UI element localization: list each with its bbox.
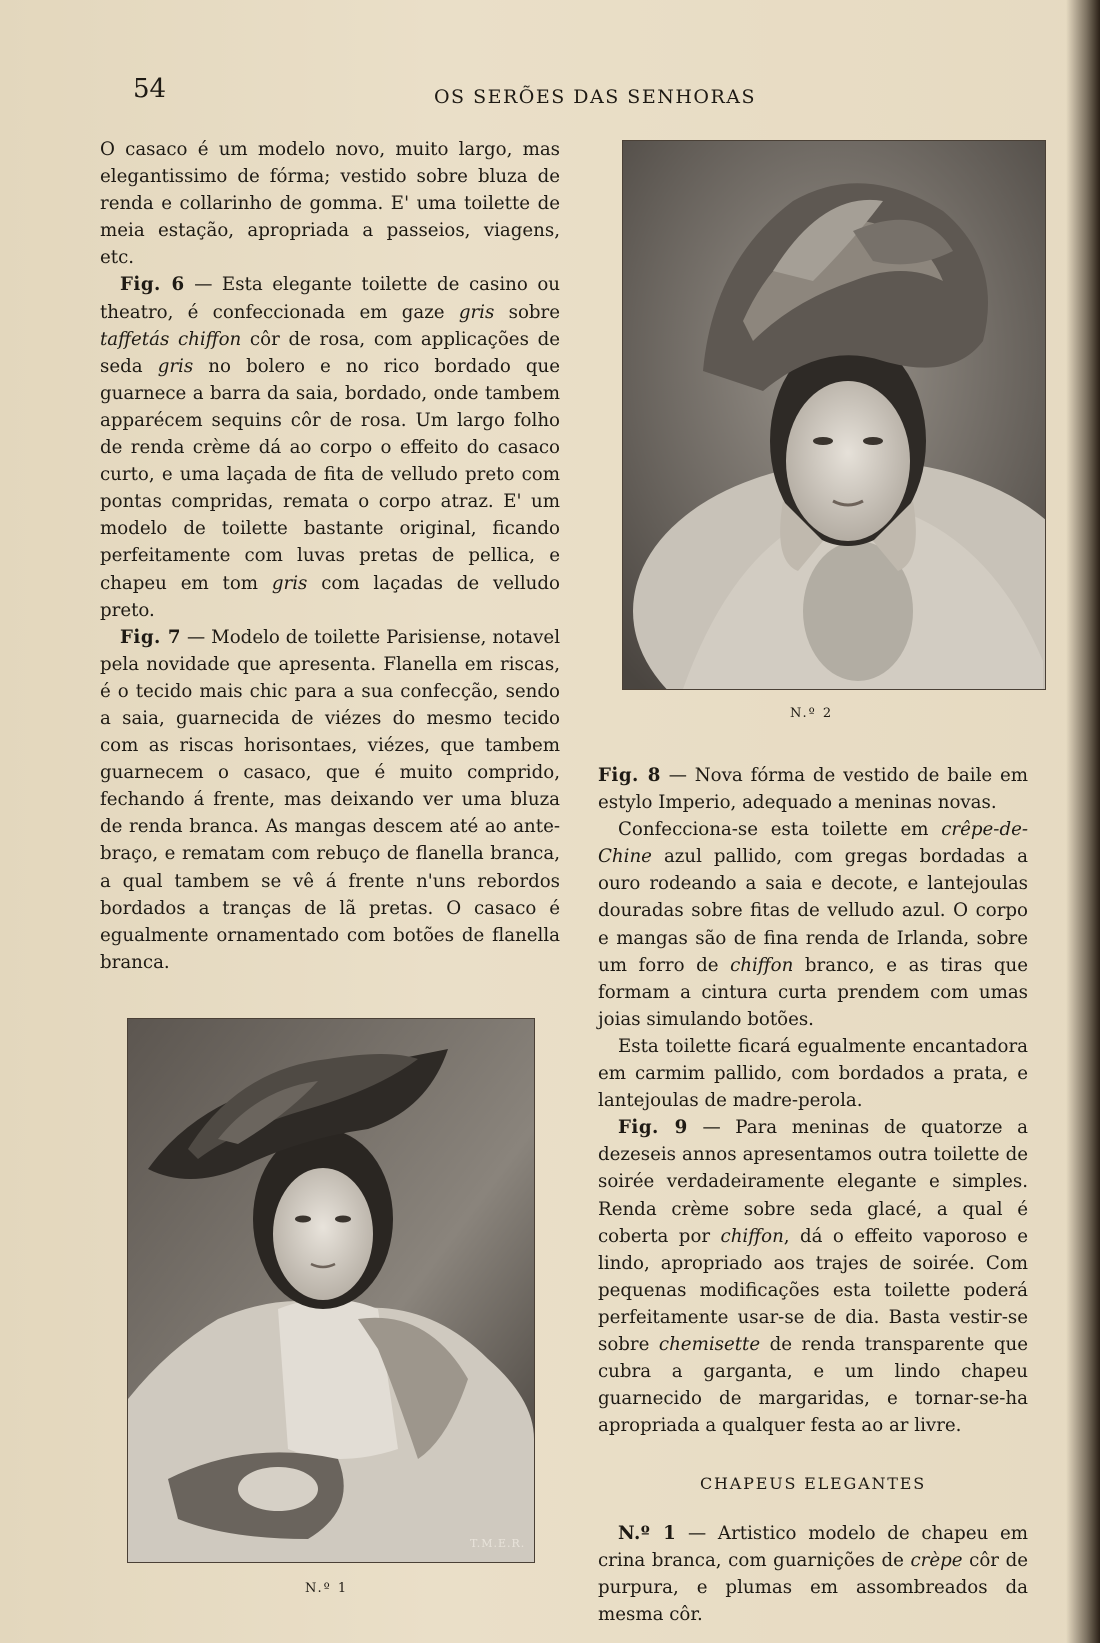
section-title: CHAPEUS ELEGANTES [700,1474,926,1493]
fig-8-label: Fig. 8 [598,765,661,786]
page-edge-shadow [1066,0,1100,1643]
fig-9-label: Fig. 9 [618,1117,688,1139]
paragraph-casaco: O casaco é um modelo novo, muito largo, mas elegantissimo de fórma; vestido sobre bluza de renda e collarinho de gomma. E' uma toilette de meia estação, apropriada a passeios, viagens, etc. [100,139,560,269]
paragraph-confecciona: Confecciona-se esta toilette em crêpe-de-Chine azul pallido, com gregas bordadas a ouro rodeando a saia e decote, e lantejoulas douradas sobre fitas de velludo azul. O corpo e mangas são de fina renda de Irlanda, sobre um forro de chiffon branco, e as tiras que formam a cintura curta prendem com umas joias simulando botões. [598,819,1028,1030]
photo-woman-feathered-hat [622,140,1046,690]
paragraph-carmim: Esta toilette ficará egualmente encantadora em carmim pallido, com bordados a prata, e lantejoulas de madre-perola. [598,1035,1028,1112]
paragraph-fig-6: Fig. 6 — Esta elegante toilette de casino ou theatro, é confeccionada em gaze gris sobre taffetás chiffon côr de rosa, com applicações de seda gris no bolero e no rico bordado que guarnece a barra da saia, bordado, onde tambem apparécem sequins côr de rosa. Um largo folho de renda crème dá ao corpo o effeito do casaco curto, e uma laçada de fita de velludo preto com pontas compridas, remata o corpo atraz. E' um modelo de toilette bastante original, ficando perfeitamente com luvas pretas de pellica, e chapeu em tom gris com laçadas de velludo preto. [100,274,561,621]
paragraph-fig-7: Fig. 7 — Modelo de toilette Parisiense, notavel pela novidade que apresenta. Flanella em riscas, é o tecido mais chic para a sua confecção, sendo a saia, guarnecida de viézes do mesmo tecido com as riscas horisontaes, viézes, que tambem guarnecem o casaco, que é muito comprido, fechando á frente, mas deixando ver uma bluza de renda branca. As mangas descem até ao ante-braço, e rematam com rebuço de flanella branca, a qual tambem se vê á frente n'uns rebordos bordados a tranças de lã pretas. O casaco é egualmente ornamentado com botões de flanella branca. [100,626,561,973]
page-number: 54 [133,74,167,104]
photo-2-caption: N.º 2 [790,706,834,721]
fig-6-label: Fig. 6 [120,274,185,296]
n1-label: N.º 1 [618,1523,677,1544]
paragraph-fig-8: Fig. 8 — Nova fórma de vestido de baile em estylo Imperio, adequado a meninas novas. [598,765,1029,814]
photo-1-signature: T.M.E.R. [470,1537,526,1550]
left-column [100,136,560,976]
fig-7-label: Fig. 7 [120,626,182,648]
photo-woman-wide-hat [127,1018,535,1563]
running-title: OS SERÕES DAS SENHORAS [433,86,757,108]
paragraph-n1: N.º 1 — Artistico modelo de chapeu em crina branca, com guarnições de crèpe côr de purpura, e plumas em assombreados da mesma côr. [598,1523,1028,1626]
right-column [598,762,1028,1439]
paragraph-fig-9: Fig. 9 — Para meninas de quatorze a dezeseis annos apresentamos outra toilette de soirée verdadeiramente elegante e simples. Renda crème sobre seda glacé, a qual é coberta por chiffon, dá o effeito vaporoso e lindo, apropriado aos trajes de soirée. Com pequenas modificações esta toilette poderá perfeitamente usar-se de dia. Basta vestir-se sobre chemisette de renda transparente que cubra a garganta, e um lindo chapeu guarnecido de margaridas, e tornar-se-ha apropriada a qualquer festa ao ar livre. [598,1117,1029,1437]
photo-1-caption: N.º 1 [305,1581,349,1596]
